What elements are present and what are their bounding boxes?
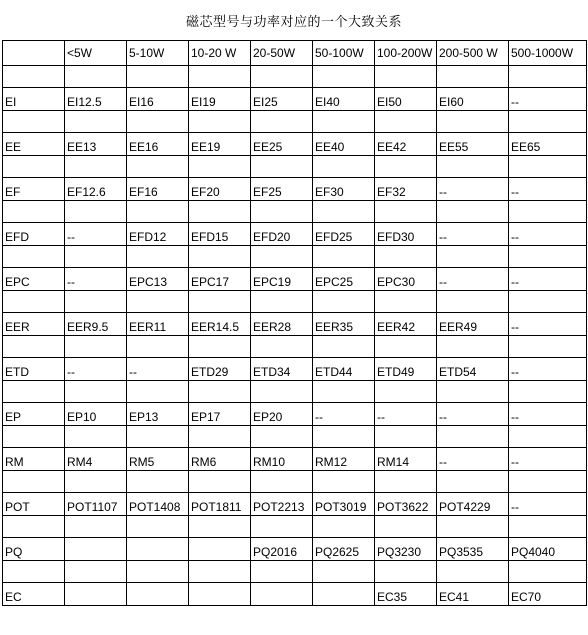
table-cell: RM4 — [65, 448, 127, 471]
table-cell: EFD30 — [375, 223, 437, 246]
table-cell: PQ4040 — [509, 538, 587, 561]
empty-cell — [3, 66, 65, 88]
empty-cell — [251, 201, 313, 223]
table-row — [3, 223, 587, 246]
table-cell: POT2213 — [251, 493, 313, 516]
empty-cell — [65, 111, 127, 133]
core-type-label: EFD — [3, 223, 65, 246]
table-cell — [189, 538, 251, 561]
empty-cell — [437, 66, 509, 88]
spacer-row — [3, 336, 587, 358]
empty-cell — [65, 66, 127, 88]
empty-cell — [65, 156, 127, 178]
empty-cell — [127, 426, 189, 448]
empty-cell — [437, 381, 509, 403]
empty-cell — [127, 336, 189, 358]
empty-cell — [3, 336, 65, 358]
table-row — [3, 88, 587, 111]
core-type-label: EC — [3, 583, 65, 606]
table-row — [3, 583, 587, 606]
table-cell: -- — [509, 448, 587, 471]
table-cell: RM10 — [251, 448, 313, 471]
empty-cell — [251, 381, 313, 403]
table-cell: -- — [437, 403, 509, 426]
table-cell: EE13 — [65, 133, 127, 156]
core-type-label: POT — [3, 493, 65, 516]
table-row — [3, 268, 587, 291]
empty-cell — [251, 516, 313, 538]
table-cell: EF25 — [251, 178, 313, 201]
empty-cell — [437, 471, 509, 493]
empty-cell — [437, 516, 509, 538]
table-cell: POT1811 — [189, 493, 251, 516]
table-cell: -- — [65, 268, 127, 291]
table-cell: -- — [437, 268, 509, 291]
table-cell: EFD20 — [251, 223, 313, 246]
empty-cell — [509, 66, 587, 88]
empty-cell — [189, 336, 251, 358]
spacer-row — [3, 66, 587, 88]
table-cell: EPC30 — [375, 268, 437, 291]
table-cell: ETD34 — [251, 358, 313, 381]
table-cell: -- — [509, 268, 587, 291]
table-title: 磁芯型号与功率对应的一个大致关系 — [185, 13, 402, 29]
table-cell: EF30 — [313, 178, 375, 201]
table-cell: EPC13 — [127, 268, 189, 291]
table-cell: EI40 — [313, 88, 375, 111]
table-cell: EF12.6 — [65, 178, 127, 201]
empty-cell — [313, 156, 375, 178]
table-cell: EI60 — [437, 88, 509, 111]
table-cell — [127, 538, 189, 561]
header-row — [3, 41, 587, 66]
empty-cell — [189, 471, 251, 493]
empty-cell — [3, 246, 65, 268]
empty-cell — [375, 336, 437, 358]
empty-cell — [375, 516, 437, 538]
empty-cell — [313, 426, 375, 448]
core-type-label: ETD — [3, 358, 65, 381]
empty-cell — [3, 426, 65, 448]
empty-cell — [127, 381, 189, 403]
column-header: <5W — [65, 41, 127, 66]
empty-cell — [127, 471, 189, 493]
table-cell: EI19 — [189, 88, 251, 111]
empty-cell — [65, 336, 127, 358]
empty-cell — [65, 561, 127, 583]
empty-cell — [189, 156, 251, 178]
table-cell: POT3622 — [375, 493, 437, 516]
spacer-row — [3, 561, 587, 583]
table-cell: PQ2625 — [313, 538, 375, 561]
empty-cell — [251, 66, 313, 88]
table-cell: EFD15 — [189, 223, 251, 246]
empty-cell — [3, 561, 65, 583]
column-header: 5-10W — [127, 41, 189, 66]
empty-cell — [313, 381, 375, 403]
empty-cell — [375, 246, 437, 268]
table-cell: EER14.5 — [189, 313, 251, 336]
empty-cell — [437, 561, 509, 583]
table-cell: EE65 — [509, 133, 587, 156]
empty-cell — [3, 291, 65, 313]
table-cell: -- — [509, 223, 587, 246]
empty-cell — [375, 156, 437, 178]
table-cell — [189, 583, 251, 606]
table-cell: EF16 — [127, 178, 189, 201]
empty-cell — [509, 561, 587, 583]
table-cell: -- — [375, 403, 437, 426]
empty-cell — [437, 291, 509, 313]
empty-cell — [375, 66, 437, 88]
table-cell: EER35 — [313, 313, 375, 336]
table-cell: RM6 — [189, 448, 251, 471]
table-cell: EP13 — [127, 403, 189, 426]
empty-cell — [375, 426, 437, 448]
table-cell: EER28 — [251, 313, 313, 336]
empty-cell — [251, 561, 313, 583]
core-type-label: EF — [3, 178, 65, 201]
table-cell: EC70 — [509, 583, 587, 606]
empty-cell — [313, 471, 375, 493]
empty-cell — [127, 246, 189, 268]
table-cell: EC35 — [375, 583, 437, 606]
table-cell: EI50 — [375, 88, 437, 111]
table-cell: EER9.5 — [65, 313, 127, 336]
column-header: 200-500 W — [437, 41, 509, 66]
table-cell — [65, 583, 127, 606]
table-cell: POT1107 — [65, 493, 127, 516]
empty-cell — [65, 201, 127, 223]
empty-cell — [3, 156, 65, 178]
empty-cell — [437, 111, 509, 133]
table-cell: EI16 — [127, 88, 189, 111]
empty-cell — [313, 246, 375, 268]
spacer-row — [3, 291, 587, 313]
table-row — [3, 448, 587, 471]
table-cell — [251, 583, 313, 606]
empty-cell — [127, 156, 189, 178]
table-cell: -- — [65, 358, 127, 381]
table-cell: ETD44 — [313, 358, 375, 381]
empty-cell — [189, 201, 251, 223]
table-cell: EI25 — [251, 88, 313, 111]
spacer-row — [3, 111, 587, 133]
empty-cell — [189, 426, 251, 448]
empty-cell — [3, 201, 65, 223]
empty-cell — [3, 516, 65, 538]
empty-cell — [509, 426, 587, 448]
column-header: 100-200W — [375, 41, 437, 66]
core-type-label: EPC — [3, 268, 65, 291]
empty-cell — [189, 291, 251, 313]
empty-cell — [375, 561, 437, 583]
empty-cell — [375, 381, 437, 403]
table-cell: EP10 — [65, 403, 127, 426]
table-cell: EER49 — [437, 313, 509, 336]
empty-cell — [251, 291, 313, 313]
table-row — [3, 133, 587, 156]
table-cell: EE42 — [375, 133, 437, 156]
empty-cell — [189, 561, 251, 583]
empty-cell — [127, 66, 189, 88]
empty-cell — [65, 291, 127, 313]
table-cell: -- — [437, 448, 509, 471]
table-cell: EE16 — [127, 133, 189, 156]
column-header: 10-20 W — [189, 41, 251, 66]
table-cell — [65, 538, 127, 561]
table-cell: ETD49 — [375, 358, 437, 381]
empty-cell — [509, 471, 587, 493]
empty-cell — [127, 291, 189, 313]
empty-cell — [437, 156, 509, 178]
table-cell: -- — [313, 403, 375, 426]
table-cell: POT3019 — [313, 493, 375, 516]
table-row — [3, 313, 587, 336]
core-type-label: EI — [3, 88, 65, 111]
empty-cell — [65, 471, 127, 493]
empty-cell — [509, 111, 587, 133]
empty-cell — [127, 516, 189, 538]
table-cell: RM14 — [375, 448, 437, 471]
table-cell: EP20 — [251, 403, 313, 426]
table-cell: -- — [509, 358, 587, 381]
column-header — [3, 41, 65, 66]
table-cell: EPC19 — [251, 268, 313, 291]
empty-cell — [509, 291, 587, 313]
table-cell: RM12 — [313, 448, 375, 471]
empty-cell — [313, 516, 375, 538]
empty-cell — [437, 426, 509, 448]
table-cell: POT4229 — [437, 493, 509, 516]
empty-cell — [313, 66, 375, 88]
table-cell: EF32 — [375, 178, 437, 201]
table-cell: EPC17 — [189, 268, 251, 291]
column-header: 20-50W — [251, 41, 313, 66]
table-cell — [127, 583, 189, 606]
spacer-row — [3, 156, 587, 178]
core-type-label: EE — [3, 133, 65, 156]
table-cell: EI12.5 — [65, 88, 127, 111]
empty-cell — [251, 156, 313, 178]
table-cell: RM5 — [127, 448, 189, 471]
empty-cell — [65, 426, 127, 448]
table-cell: PQ3230 — [375, 538, 437, 561]
table-cell: -- — [509, 88, 587, 111]
table-cell: -- — [437, 178, 509, 201]
empty-cell — [127, 201, 189, 223]
empty-cell — [509, 246, 587, 268]
empty-cell — [65, 381, 127, 403]
table-cell: EE19 — [189, 133, 251, 156]
empty-cell — [189, 246, 251, 268]
empty-cell — [509, 516, 587, 538]
table-cell: EC41 — [437, 583, 509, 606]
empty-cell — [437, 201, 509, 223]
empty-cell — [189, 111, 251, 133]
table-body — [3, 41, 587, 606]
core-type-label: EP — [3, 403, 65, 426]
empty-cell — [127, 561, 189, 583]
empty-cell — [509, 201, 587, 223]
table-row — [3, 358, 587, 381]
empty-cell — [127, 111, 189, 133]
empty-cell — [375, 201, 437, 223]
empty-cell — [65, 516, 127, 538]
empty-cell — [189, 381, 251, 403]
spacer-row — [3, 426, 587, 448]
table-cell: EER42 — [375, 313, 437, 336]
table-cell: -- — [65, 223, 127, 246]
empty-cell — [3, 471, 65, 493]
table-cell: EE55 — [437, 133, 509, 156]
empty-cell — [509, 336, 587, 358]
spacer-row — [3, 471, 587, 493]
empty-cell — [251, 471, 313, 493]
empty-cell — [375, 471, 437, 493]
spacer-row — [3, 246, 587, 268]
table-cell: -- — [509, 493, 587, 516]
table-cell: POT1408 — [127, 493, 189, 516]
empty-cell — [313, 561, 375, 583]
core-type-label: PQ — [3, 538, 65, 561]
empty-cell — [65, 246, 127, 268]
empty-cell — [509, 156, 587, 178]
empty-cell — [375, 111, 437, 133]
empty-cell — [313, 201, 375, 223]
spacer-row — [3, 201, 587, 223]
column-header: 500-1000W — [509, 41, 587, 66]
empty-cell — [313, 291, 375, 313]
empty-cell — [375, 291, 437, 313]
table-cell: EPC25 — [313, 268, 375, 291]
table-row — [3, 403, 587, 426]
table-cell: EE40 — [313, 133, 375, 156]
empty-cell — [3, 111, 65, 133]
empty-cell — [251, 246, 313, 268]
spacer-row — [3, 516, 587, 538]
spacer-row — [3, 381, 587, 403]
table-row — [3, 178, 587, 201]
core-type-label: EER — [3, 313, 65, 336]
empty-cell — [313, 111, 375, 133]
table-cell: ETD54 — [437, 358, 509, 381]
table-cell: EP17 — [189, 403, 251, 426]
empty-cell — [189, 66, 251, 88]
table-cell: EE25 — [251, 133, 313, 156]
empty-cell — [509, 381, 587, 403]
table-row — [3, 538, 587, 561]
table-cell: PQ3535 — [437, 538, 509, 561]
table-cell: -- — [509, 403, 587, 426]
table-cell: EFD12 — [127, 223, 189, 246]
empty-cell — [313, 336, 375, 358]
table-cell: -- — [509, 313, 587, 336]
empty-cell — [251, 426, 313, 448]
core-power-table — [2, 40, 587, 606]
table-cell: -- — [127, 358, 189, 381]
table-cell: -- — [509, 178, 587, 201]
empty-cell — [437, 246, 509, 268]
column-header: 50-100W — [313, 41, 375, 66]
table-cell: EFD25 — [313, 223, 375, 246]
table-cell: -- — [437, 223, 509, 246]
table-cell: PQ2016 — [251, 538, 313, 561]
table-cell: EF20 — [189, 178, 251, 201]
empty-cell — [189, 516, 251, 538]
empty-cell — [251, 336, 313, 358]
table-cell: EER11 — [127, 313, 189, 336]
table-cell — [313, 583, 375, 606]
empty-cell — [3, 381, 65, 403]
table-row — [3, 493, 587, 516]
core-type-label: RM — [3, 448, 65, 471]
table-cell: ETD29 — [189, 358, 251, 381]
empty-cell — [251, 111, 313, 133]
empty-cell — [437, 336, 509, 358]
